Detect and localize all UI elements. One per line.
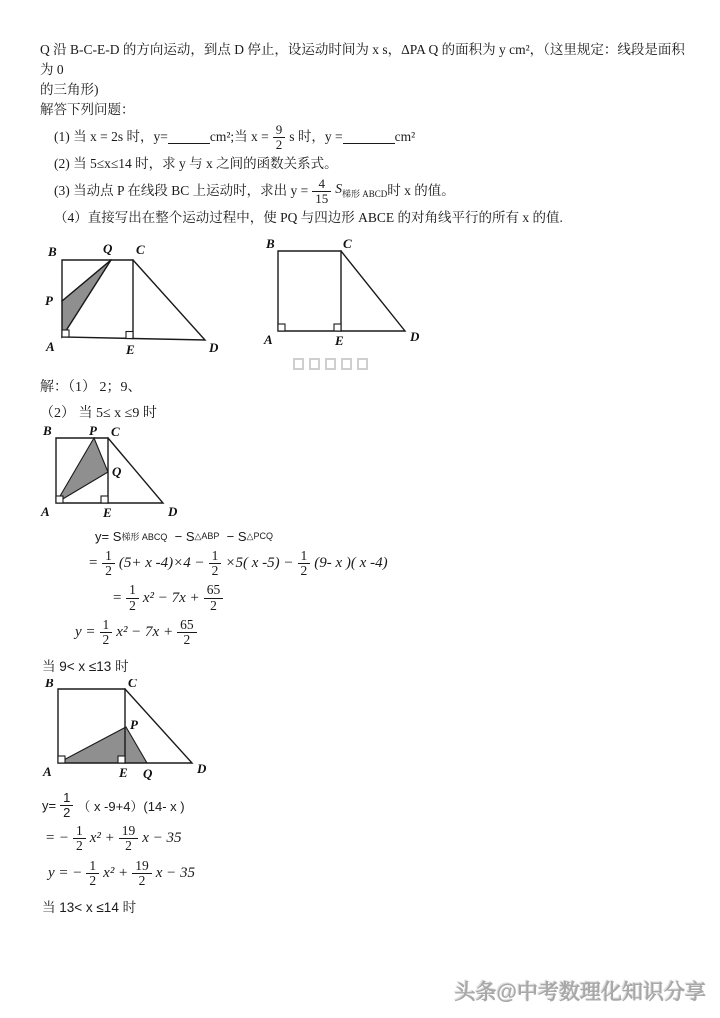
- fraction-19-2: $\frac{19}{2}$: [119, 824, 139, 853]
- vertex-label-q: Q: [103, 241, 113, 256]
- solution-answer-1: 解：（1） 2；9、: [40, 380, 142, 395]
- right-angle-mark-e: [118, 756, 125, 763]
- vertex-label-c: C: [111, 426, 120, 439]
- fraction-65-2: $\frac{65}{2}$: [204, 583, 224, 612]
- vertex-label-d: D: [168, 504, 178, 519]
- question-1-pre: (1) 当 x = 2s 时，y=: [54, 129, 168, 144]
- question-3-post: 时 x 的值。: [387, 183, 455, 198]
- placeholder-box: [293, 358, 304, 370]
- question-4: （4）直接写出在整个运动过程中，使 PQ 与四边形 ABCE 的对角线平行的所有 x 的值.: [54, 210, 563, 225]
- vertex-label-d: D: [410, 329, 420, 344]
- question-1-mid: s 时，y =: [289, 129, 343, 144]
- fraction-4-15: $\frac{4}{15}$: [312, 177, 331, 205]
- answer-blank-2: [343, 131, 395, 144]
- fraction-1-2: $\frac{1}{2}$: [100, 618, 113, 647]
- equation-1-line-1: y= S 梯形 ABCQ − S △ABP − S △PCQ: [95, 529, 273, 544]
- vertex-label-c: C: [343, 238, 352, 251]
- problem-intro-line-2: 的三角形): [40, 82, 99, 97]
- question-3-s: $S_{梯形 ABCD}$: [335, 180, 388, 199]
- placeholder-boxes: [293, 358, 438, 370]
- fraction-65-2: $\frac{65}{2}$: [177, 618, 197, 647]
- figure-trapezoid-plain: [263, 238, 438, 350]
- equation-1-line-3: = $\frac{1}{2}$ x² − 7x + $\frac{65}{2}$: [112, 583, 692, 612]
- vertex-label-q: Q: [112, 464, 122, 479]
- vertex-label-p: P: [45, 293, 53, 308]
- vertex-label-e: E: [103, 505, 112, 520]
- fraction-1-2: $\frac{1}{2}$: [60, 791, 73, 819]
- question-3: [54, 174, 692, 208]
- placeholder-box: [357, 358, 368, 370]
- vertex-label-a: A: [41, 504, 50, 519]
- solution-case-3-title: 当 13< x ≤14 时: [42, 900, 137, 915]
- problem-intro-line-1: Q 沿 B-C-E-D 的方向运动，到点 D 停止，设运动时间为 x s，ΔPA Q 的面积为 y cm²，（这里规定：线段是面积为 0: [40, 42, 685, 77]
- right-angle-mark-a: [56, 496, 63, 503]
- vertex-label-b: B: [266, 238, 275, 251]
- vertex-label-b: B: [43, 426, 52, 438]
- vertex-label-a: A: [46, 339, 55, 354]
- equation-1-line-4: y = $\frac{1}{2}$ x² − 7x + $\frac{65}{2}$: [75, 618, 692, 647]
- vertex-label-p: P: [130, 717, 138, 733]
- vertex-label-e: E: [119, 765, 128, 781]
- question-2: (2) 当 5≤x≤14 时，求 y 与 x 之间的函数关系式。: [54, 156, 338, 171]
- answer-blank-1: [168, 131, 210, 144]
- right-angle-mark-a: [58, 756, 65, 763]
- solution-case-1-title: （2） 当 5≤ x ≤9 时: [40, 406, 157, 421]
- right-angle-mark-a: [62, 330, 69, 337]
- right-angle-mark-e: [334, 324, 341, 331]
- vertex-label-d: D: [209, 340, 219, 355]
- question-3-pre: (3) 当动点 P 在线段 BC 上运动时，求出 y =: [54, 183, 309, 198]
- right-angle-mark-a: [278, 324, 285, 331]
- fraction-1-2: $\frac{1}{2}$: [73, 824, 86, 853]
- vertex-label-c: C: [136, 242, 145, 257]
- vertex-label-b: B: [45, 679, 54, 691]
- vertex-label-a: A: [43, 764, 52, 780]
- equation-1-line-2: = $\frac{1}{2}$ (5+ x -4)×4 − $\frac{1}{2}$ ×5( x -5) − $\frac{1}{2}$ (9- x )( x -4): [88, 548, 388, 579]
- fraction-1-2: $\frac{1}{2}$: [126, 583, 139, 612]
- right-angle-mark-e: [126, 332, 133, 339]
- figure-solution-case2: [40, 679, 230, 781]
- s-subscript: 梯形 ABCD: [342, 188, 388, 199]
- fraction-1-2: $\frac{1}{2}$: [209, 549, 222, 578]
- vertex-label-p: P: [89, 426, 97, 438]
- figure-solution-case1: [40, 426, 195, 521]
- shaded-triangle-apq: [56, 438, 108, 503]
- fraction-1-2: $\frac{1}{2}$: [86, 859, 99, 888]
- right-angle-mark-e: [101, 496, 108, 503]
- vertex-label-a: A: [264, 332, 273, 347]
- question-1: [54, 120, 692, 154]
- figure-column-right: [263, 238, 438, 370]
- equation-2-line-3: y = − $\frac{1}{2}$ x² + $\frac{19}{2}$ x − 35: [48, 857, 195, 888]
- fraction-1-2: $\frac{1}{2}$: [298, 549, 311, 578]
- question-1-unit2: cm²: [394, 129, 416, 144]
- question-1-unit1: cm²;当 x =: [209, 129, 269, 144]
- problem-prompt: 解答下列问题：: [40, 102, 135, 117]
- shaded-triangle-apq: [58, 727, 147, 763]
- fraction-19-2: $\frac{19}{2}$: [132, 859, 152, 888]
- placeholder-box: [309, 358, 320, 370]
- vertex-label-c: C: [128, 679, 137, 691]
- equation-2-line-1: y= $\frac{1}{2}$ （ x -9+4）(14- x ): [42, 790, 185, 820]
- vertex-label-d: D: [197, 761, 207, 777]
- placeholder-box: [341, 358, 352, 370]
- vertex-label-e: E: [335, 333, 344, 348]
- fraction-9-2: $\frac{9}{2}$: [273, 123, 286, 151]
- figure-trapezoid-with-pq: [40, 238, 235, 360]
- vertex-label-e: E: [126, 342, 135, 357]
- equation-2-line-2: = − $\frac{1}{2}$ x² + $\frac{19}{2}$ x − 35: [45, 823, 182, 854]
- placeholder-box: [325, 358, 336, 370]
- vertex-label-q: Q: [143, 766, 153, 782]
- fraction-1-2: $\frac{1}{2}$: [102, 549, 115, 578]
- vertex-label-b: B: [48, 244, 57, 259]
- watermark-footer: 头条@中考数理化知识分享: [454, 981, 706, 1004]
- problem-figures-row: [40, 238, 692, 370]
- solution-case-2-title: 当 9< x ≤13 时: [42, 659, 129, 675]
